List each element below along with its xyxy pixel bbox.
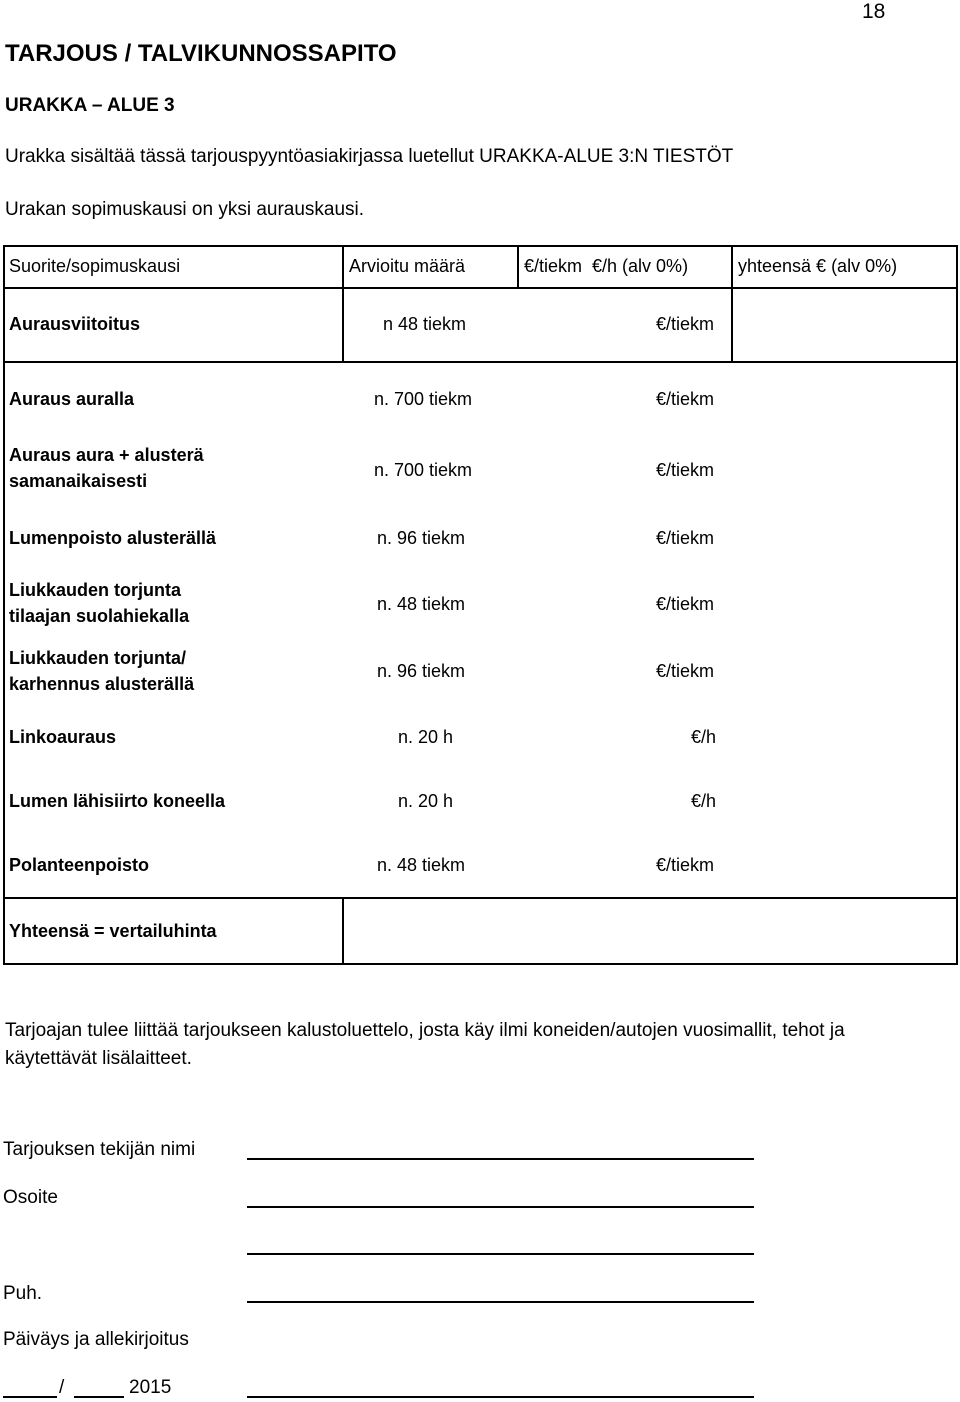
- phone-label: Puh.: [3, 1283, 43, 1304]
- address-label: Osoite: [3, 1187, 58, 1208]
- row-unit: €/tiekm: [656, 528, 715, 548]
- row-name: Lumenpoisto alusterällä: [9, 528, 217, 548]
- row-amount: n. 96 tiekm: [377, 661, 466, 681]
- table-header-divider: [3, 287, 958, 289]
- row-amount: n 48 tiekm: [383, 314, 467, 334]
- date-year: 2015: [129, 1377, 172, 1398]
- section-subtitle: URAKKA – ALUE 3: [5, 95, 175, 116]
- row-unit: €/tiekm: [656, 661, 715, 681]
- table-border-left: [3, 245, 5, 965]
- row-unit: €/tiekm: [656, 314, 715, 334]
- name-label: Tarjouksen tekijän nimi: [3, 1139, 196, 1160]
- signature-field-line[interactable]: [247, 1396, 754, 1398]
- table-border-right: [956, 245, 958, 965]
- date-day-line[interactable]: [3, 1396, 57, 1398]
- row-name-line: karhennus alusterällä: [9, 674, 195, 694]
- row-name-line: Liukkauden torjunta: [9, 580, 182, 600]
- header-total: yhteensä € (alv 0%): [738, 256, 898, 276]
- phone-field-line[interactable]: [247, 1301, 754, 1303]
- row-unit: €/tiekm: [656, 594, 715, 614]
- table-col-divider: [342, 245, 344, 363]
- header-arvioitu-maara: Arvioitu määrä: [349, 256, 466, 276]
- row-name-line: Liukkauden torjunta/: [9, 648, 187, 668]
- row-amount: n. 700 tiekm: [374, 389, 473, 409]
- row-name-line: samanaikaisesti: [9, 471, 148, 491]
- row-name: Auraus auralla: [9, 389, 135, 409]
- row-amount: n. 20 h: [398, 727, 454, 747]
- row-name: Lumen lähisiirto koneella: [9, 791, 226, 811]
- equipment-note: Tarjoajan tulee liittää tarjoukseen kalustoluettelo, josta käy ilmi koneiden/autojen vuosimallit, tehot ja käytettävät lisälaitteet.: [5, 1020, 845, 1069]
- table-total-divider: [3, 897, 958, 899]
- page-title: TARJOUS / TALVIKUNNOSSAPITO: [5, 40, 397, 67]
- row-unit: €/tiekm: [656, 460, 715, 480]
- date-month-line[interactable]: [74, 1396, 124, 1398]
- table-border-top: [3, 245, 958, 247]
- row-amount: n. 700 tiekm: [374, 460, 473, 480]
- intro-paragraph: Urakka sisältää tässä tarjouspyyntöasiakirjassa luetellut URAKKA-ALUE 3:N TIESTÖT: [5, 146, 734, 167]
- row-name: Aurausviitoitus: [9, 314, 141, 334]
- row-unit: €/h: [691, 727, 717, 747]
- page-number: 18: [862, 0, 886, 23]
- date-signature-label: Päiväys ja allekirjoitus: [3, 1329, 189, 1350]
- row-name-line: Auraus aura + alusterä: [9, 445, 204, 465]
- table-border-bottom: [3, 963, 958, 965]
- date-separator: /: [59, 1377, 65, 1398]
- row-amount: n. 96 tiekm: [377, 528, 466, 548]
- row-name: Polanteenpoisto: [9, 855, 150, 875]
- row-amount: n. 20 h: [398, 791, 454, 811]
- table-col-divider: [731, 245, 733, 363]
- table-col-divider: [517, 245, 519, 289]
- row-unit: €/tiekm: [656, 389, 715, 409]
- row-name-line: tilaajan suolahiekalla: [9, 606, 190, 626]
- header-unit-price: €/tiekm €/h (alv 0%): [524, 256, 689, 276]
- row-unit: €/h: [691, 791, 717, 811]
- address-field-line-2[interactable]: [247, 1253, 754, 1255]
- row-amount: n. 48 tiekm: [377, 855, 466, 875]
- row-name: Linkoauraus: [9, 727, 117, 747]
- row-unit: €/tiekm: [656, 855, 715, 875]
- row-amount: n. 48 tiekm: [377, 594, 466, 614]
- table-col-divider: [342, 897, 344, 965]
- name-field-line[interactable]: [247, 1158, 754, 1160]
- total-label: Yhteensä = vertailuhinta: [9, 921, 217, 941]
- address-field-line[interactable]: [247, 1206, 754, 1208]
- header-suorite: Suorite/sopimuskausi: [9, 256, 181, 276]
- contract-period-paragraph: Urakan sopimuskausi on yksi aurauskausi.: [5, 199, 365, 220]
- table-row-divider: [3, 361, 958, 363]
